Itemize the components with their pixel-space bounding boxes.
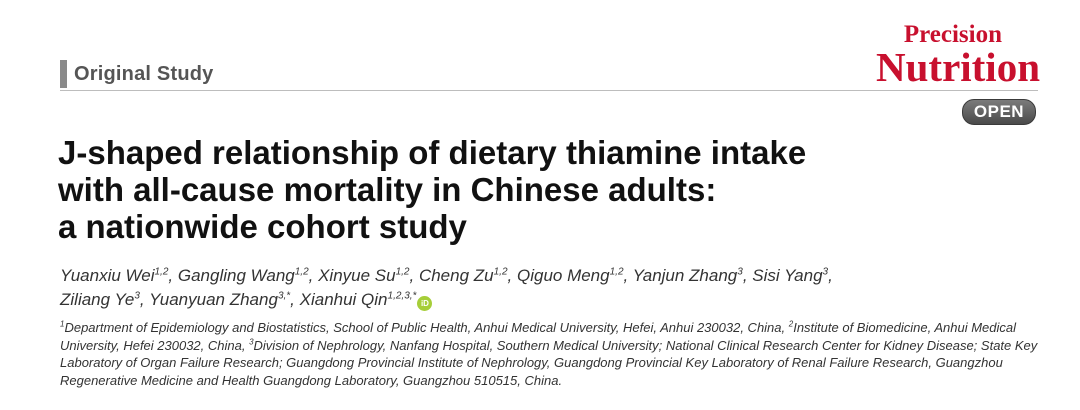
author-affiliation-sup: 1,2 [609,266,624,278]
author-affiliation-sup: 3 [737,266,743,278]
affiliation-number: 1 [60,319,65,329]
article-title [58,134,1038,245]
author-name[interactable]: Ziliang Ye [60,290,135,309]
author-affiliation-sup: 3,* [277,290,291,302]
journal-logo-line1: Precision [903,21,1002,48]
author-affiliation-sup: 1,2 [154,266,169,278]
author-separator: , [742,266,753,285]
author-separator: , [507,266,517,285]
affiliation-text: Department of Epidemiology and Biostatistics, School of Public Health, Anhui Medical University, Hefei, Anhui 230032, China, [64,320,789,335]
author-affiliation-sup: 1,2 [395,266,410,278]
affiliations [60,319,1045,389]
author-affiliation-sup: 1,2 [294,266,309,278]
title-line-2: with all-cause mortality in Chinese adults: [58,171,717,208]
author-list [60,264,1040,312]
title-line-1: J-shaped relationship of dietary thiamine intake [58,134,807,171]
author-affiliation-sup: 3 [822,266,829,278]
section-label-text: Original Study [74,62,214,85]
author-name[interactable]: Xinyue Su [318,266,396,285]
author-name[interactable]: Yuanxiu Wei [60,266,155,285]
section-label [60,60,213,88]
author-separator: , [139,290,150,309]
header-divider [60,90,1038,91]
author-name[interactable]: Xianhui Qin [299,290,388,309]
author-name[interactable]: Cheng Zu [418,266,494,285]
affiliation-text: Institute of Biomedicine, Anhui Medical University, Hefei 230032, China, [60,320,1017,353]
affiliation-number: 2 [788,319,794,329]
author-separator: , [290,290,300,309]
journal-logo[interactable] [876,22,1040,88]
author-affiliation-sup: 1,2,3,* [387,290,417,302]
author-separator: , [168,266,178,285]
author-separator: , [828,266,833,285]
author-separator: , [623,266,633,285]
author-separator: , [308,266,319,285]
author-name[interactable]: Gangling Wang [177,266,295,285]
author-name[interactable]: Yanjun Zhang [632,266,738,285]
open-access-badge: OPEN [962,99,1036,125]
orcid-icon[interactable]: iD [417,296,432,311]
author-affiliation-sup: 1,2 [493,266,508,278]
author-affiliation-sup: 3 [134,290,140,302]
affiliation-text: Division of Nephrology, Nanfang Hospital, Southern Medical University; National Clinical Research Center for Kidney Disease; State Key Laboratory of Organ Failure Research; Guangdong Provincial Institute of Nephrology, Guangdong Provincial Key Laboratory of Renal Failure Research, Guangzhou Regenerative Medicine and Health Guangdong Laboratory, Guangzhou 510515, China. [60,337,1038,388]
author-separator: , [409,266,419,285]
author-name[interactable]: Yuanyuan Zhang [149,290,278,309]
author-name[interactable]: Sisi Yang [752,266,823,285]
affiliation-number: 3 [249,337,254,347]
author-name[interactable]: Qiguo Meng [516,266,610,285]
title-line-3: a nationwide cohort study [58,208,467,245]
journal-logo-line2: Nutrition [876,44,1040,90]
